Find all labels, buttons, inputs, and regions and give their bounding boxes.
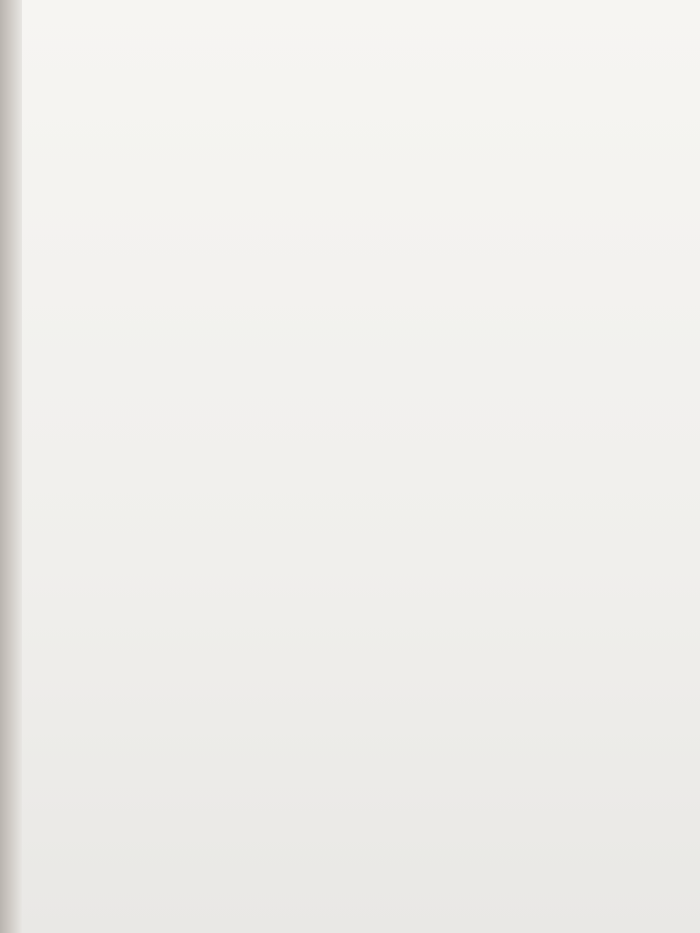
paper-sheet	[22, 0, 700, 933]
